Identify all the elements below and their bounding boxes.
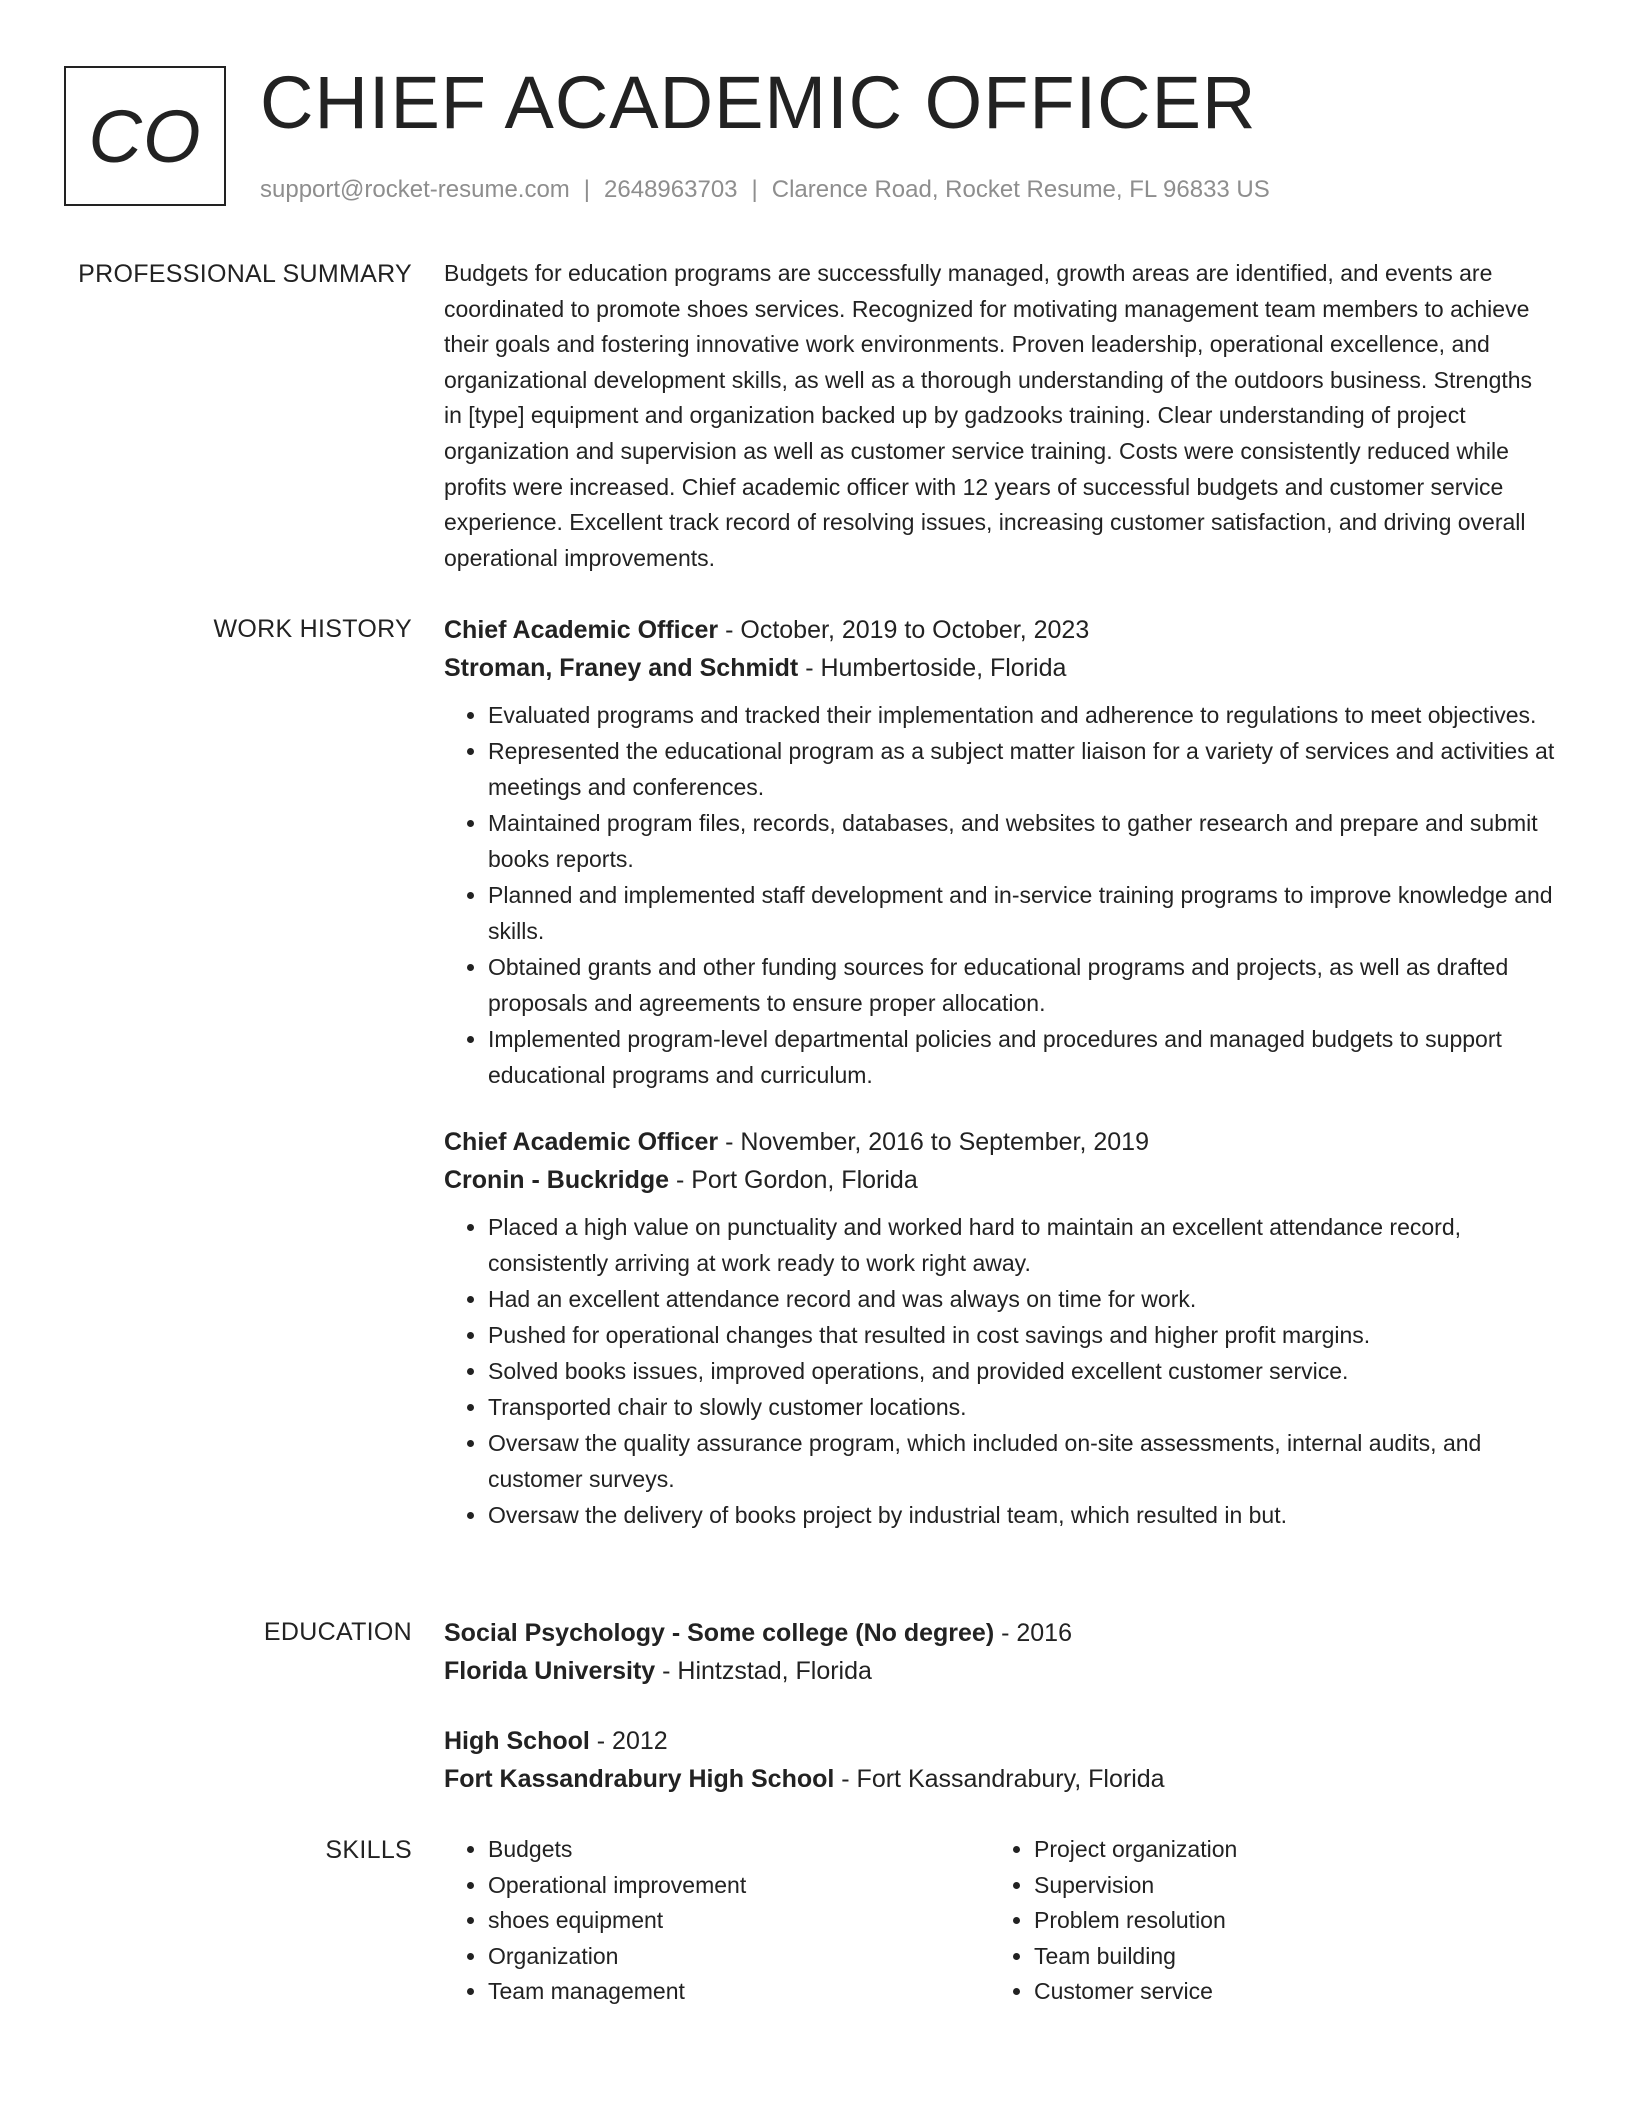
job-bullet: • Oversaw the delivery of books project by industrial team, which resulted in but. [488,1497,1556,1533]
job-location: - Port Gordon, Florida [669,1166,918,1194]
job-company-line [444,649,1556,687]
contact-separator: | [751,176,758,203]
job-entry [444,1123,1556,1533]
summary-heading: PROFESSIONAL SUMMARY [78,260,412,288]
skill-item: • Organization [488,1939,990,1975]
contact-address: Clarence Road, Rocket Resume, FL 96833 US [771,176,1270,203]
skill-item: • Team building [1034,1939,1536,1975]
education-school-line [444,1760,1556,1798]
education-degree-line [444,1614,1556,1652]
job-bullet: • Obtained grants and other funding sources for educational programs and projects, as well as drafted proposals and agreements to ensure proper allocation. [488,949,1556,1021]
job-location: - Humbertoside, Florida [798,654,1067,682]
skill-item: • Operational improvement [488,1868,990,1904]
job-bullet: • Represented the educational program as a subject matter liaison for a variety of services and activities at meetings and conferences. [488,733,1556,805]
skill-item: • Supervision [1034,1868,1536,1904]
education-year: - 2016 [994,1619,1072,1647]
skills-list-left [444,1832,990,2010]
skill-item: • Team management [488,1974,990,2010]
skills-columns [444,1832,1556,2010]
job-bullet: • Oversaw the quality assurance program, which included on-site assessments, internal audits, and customer surveys. [488,1425,1556,1497]
job-title-line [444,1123,1556,1161]
job-company-line [444,1161,1556,1199]
skills-body [444,1832,1556,2010]
education-year: - 2012 [589,1727,668,1755]
resume-title: CHIEF ACADEMIC OFFICER [260,61,1257,144]
job-bullet: • Planned and implemented staff development and in-service training programs to improve knowledge and skills. [488,877,1556,949]
summary-body [444,256,1556,576]
education-location: - Hintzstad, Florida [655,1657,872,1685]
job-dates: - October, 2019 to October, 2023 [718,616,1090,644]
job-title: Chief Academic Officer [444,616,719,644]
education-school: Fort Kassandrabury High School [444,1765,835,1793]
monogram-box [64,66,226,206]
job-bullet: • Solved books issues, improved operations, and provided excellent customer service. [488,1353,1556,1389]
job-bullet-list [444,1209,1556,1533]
skill-item: • Project organization [1034,1832,1536,1868]
education-entry [444,1614,1556,1690]
job-bullet: • Transported chair to slowly customer locations. [488,1389,1556,1425]
job-title-line [444,611,1556,649]
contact-email: support@rocket-resume.com [260,176,570,203]
skill-item: • Customer service [1034,1974,1536,2010]
job-title: Chief Academic Officer [444,1128,719,1156]
work-history-body [444,611,1556,1563]
skill-item: • Problem resolution [1034,1903,1536,1939]
contact-line [260,174,1270,206]
education-body [444,1614,1556,1830]
education-degree: Social Psychology - Some college (No degree) [444,1619,995,1647]
skill-item: • shoes equipment [488,1903,990,1939]
education-location: - Fort Kassandrabury, Florida [834,1765,1165,1793]
job-company: Cronin - Buckridge [444,1166,670,1194]
job-company: Stroman, Franey and Schmidt [444,654,799,682]
skill-item: • Budgets [488,1832,990,1868]
summary-text: Budgets for education programs are successfully managed, growth areas are identified, and events are coordinated to promote shoes services. Recognized for motivating management team members to achieve their goals and fostering innovative work environments. Proven leadership, operational excellence, and organizational development skills, as well as a thorough understanding of the outdoors business. Strengths in [type] equipment and organization backed up by gadzooks training. Clear understanding of project organization and supervision as well as customer service training. Costs were consistently reduced while profits were increased. Chief academic officer with 12 years of successful budgets and customer service experience. Excellent track record of resolving issues, increasing customer satisfaction, and driving overall operational improvements. [444,260,1533,571]
skills-heading: SKILLS [325,1836,412,1864]
education-entry [444,1722,1556,1798]
job-bullet-list [444,697,1556,1093]
job-bullet: • Placed a high value on punctuality and worked hard to maintain an excellent attendance record, consistently arriving at work ready to work right away. [488,1209,1556,1281]
skills-list-right [990,1832,1536,2010]
education-school-line [444,1652,1556,1690]
job-bullet: • Maintained program files, records, databases, and websites to gather research and prepare and submit books reports. [488,805,1556,877]
education-school: Florida University [444,1657,656,1685]
job-entry [444,611,1556,1093]
monogram-initials: CO [88,94,202,178]
contact-separator: | [583,176,591,203]
job-bullet: • Implemented program-level departmental policies and procedures and managed budgets to support educational programs and curriculum. [488,1021,1556,1093]
job-dates: - November, 2016 to September, 2019 [718,1128,1149,1156]
education-degree: High School [444,1727,590,1755]
contact-phone: 2648963703 [604,176,738,203]
job-bullet: • Evaluated programs and tracked their implementation and adherence to regulations to meet objectives. [488,697,1556,733]
education-degree-line [444,1722,1556,1760]
education-heading: EDUCATION [263,1618,412,1646]
job-bullet: • Pushed for operational changes that resulted in cost savings and higher profit margins. [488,1317,1556,1353]
job-bullet: • Had an excellent attendance record and was always on time for work. [488,1281,1556,1317]
work-history-heading: WORK HISTORY [213,615,412,643]
